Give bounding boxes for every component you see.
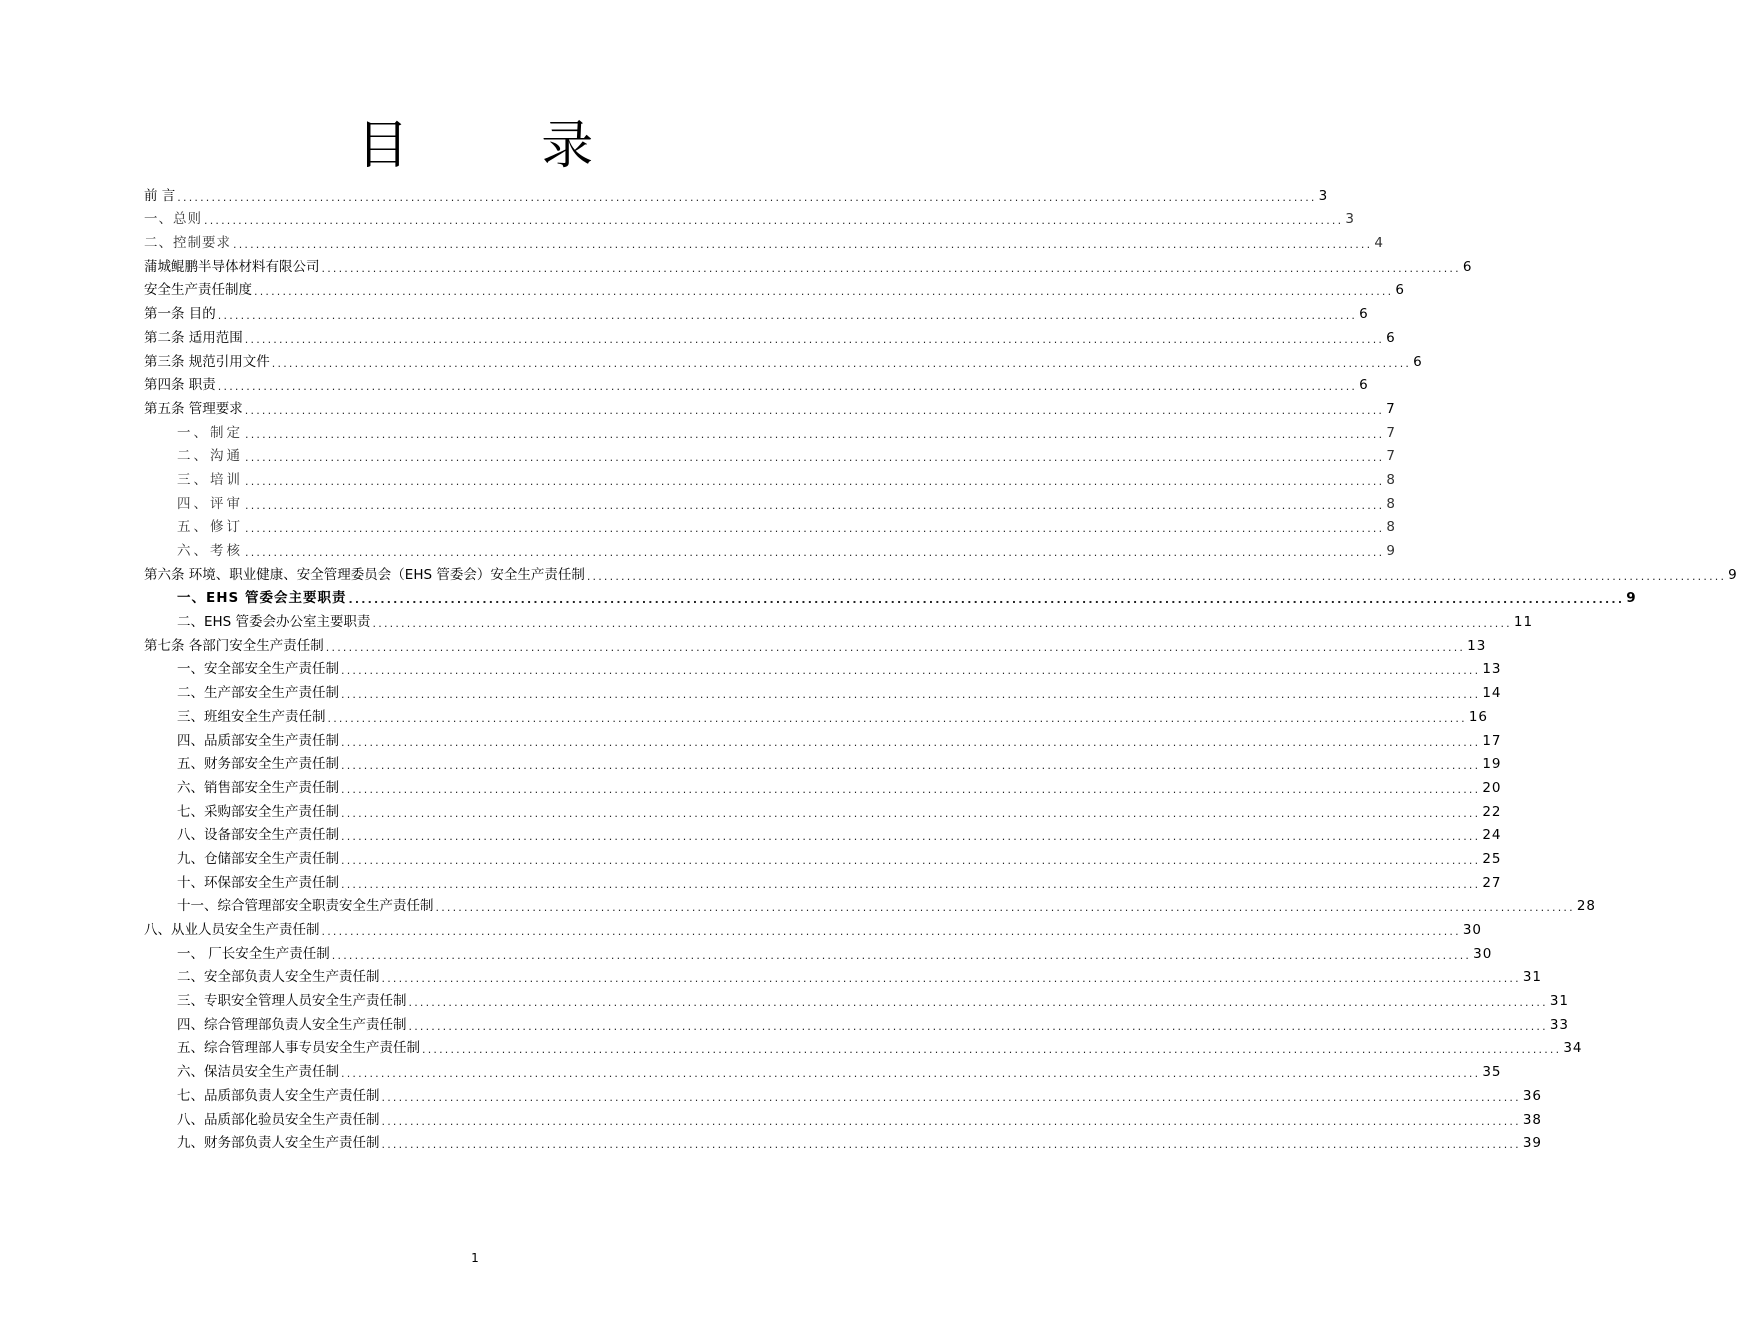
toc-leader-dots: ........................................................................................................................................................................................................	[381, 1138, 1521, 1152]
toc-entry-label: 十一、综合管理部安全职责安全生产责任制	[177, 898, 434, 915]
toc-entry-page: 8	[1386, 519, 1396, 536]
toc-entry-page: 6	[1395, 282, 1405, 299]
toc-leader-dots: ........................................................................................................................................................................................................	[381, 972, 1521, 986]
page-title: 目 录	[356, 116, 652, 176]
toc-entry[interactable]	[144, 963, 1543, 987]
toc-leader-dots: ........................................................................................................................................................................................................	[254, 285, 1394, 299]
toc-entry-label: 四、品质部安全生产责任制	[177, 732, 339, 749]
toc-entry[interactable]	[144, 915, 1483, 939]
toc-leader-dots: ........................................................................................................................................................................................................	[233, 238, 1373, 252]
toc-leader-dots: ........................................................................................................................................................................................................	[341, 806, 1481, 820]
toc-entry-label: 六、保洁员安全生产责任制	[177, 1064, 339, 1081]
toc-leader-dots: ........................................................................................................................................................................................................	[341, 735, 1481, 749]
toc-entry[interactable]	[144, 1057, 1502, 1081]
toc-leader-dots: ........................................................................................................................................................................................................	[245, 474, 1385, 488]
toc-entry-page: 6	[1359, 377, 1369, 394]
toc-leader-dots: ........................................................................................................................................................................................................	[341, 1067, 1481, 1081]
toc-entry-page: 31	[1549, 993, 1570, 1010]
page-number: 1	[471, 1251, 479, 1265]
toc-entry[interactable]	[144, 844, 1502, 868]
toc-leader-dots: ........................................................................................................................................................................................................	[245, 427, 1385, 441]
toc-entry[interactable]	[144, 702, 1489, 726]
toc-entry-page: 14	[1482, 685, 1502, 702]
toc-entry-label: 一、EHS 管委会主要职责	[177, 590, 347, 607]
toc-entry-label: 第一条 目的	[144, 306, 216, 323]
toc-leader-dots: ........................................................................................................................................................................................................	[244, 332, 1385, 346]
toc-entry-page: 3	[1345, 211, 1355, 228]
toc-leader-dots: ........................................................................................................................................................................................................	[327, 711, 1467, 725]
toc-entry[interactable]	[144, 726, 1502, 750]
toc-entry-label: 八、品质部化验员安全生产责任制	[177, 1111, 380, 1128]
toc-leader-dots: ........................................................................................................................................................................................................	[244, 403, 1385, 417]
toc-entry-page: 34	[1563, 1040, 1583, 1057]
toc-entry-page: 31	[1522, 969, 1543, 986]
toc-entry-label: 八、从业人员安全生产责任制	[144, 922, 320, 938]
toc-leader-dots: ........................................................................................................................................................................................................	[217, 380, 1358, 394]
toc-entry-page: 7	[1386, 400, 1396, 417]
toc-entry[interactable]	[144, 1034, 1583, 1058]
toc-entry-label: 一、安全部安全生产责任制	[177, 661, 339, 678]
toc-entry-label: 一、 厂长安全生产责任制	[177, 945, 330, 962]
toc-leader-dots: ........................................................................................................................................................................................................	[341, 688, 1481, 702]
toc-entry[interactable]	[144, 939, 1493, 963]
toc-entry[interactable]	[144, 773, 1502, 797]
toc-entry-label: 三、专职安全管理人员安全生产责任制	[177, 993, 407, 1010]
toc-entry-label: 十、环保部安全生产责任制	[177, 874, 339, 891]
toc-leader-dots: ........................................................................................................................................................................................................	[245, 498, 1385, 512]
toc-entry-label: 四、评审	[177, 495, 243, 512]
toc-entry-label: 第四条 职责	[144, 377, 216, 394]
toc-entry[interactable]	[144, 892, 1597, 916]
toc-leader-dots: ........................................................................................................................................................................................................	[381, 1090, 1521, 1104]
toc-entry[interactable]	[144, 465, 1396, 489]
toc-entry[interactable]	[144, 678, 1502, 702]
toc-entry-page: 8	[1386, 471, 1396, 488]
toc-entry-label: 前 言	[144, 187, 176, 204]
toc-entry-label: 七、品质部负责人安全生产责任制	[177, 1087, 380, 1104]
toc-entry[interactable]	[144, 1081, 1543, 1105]
toc-entry-page: 9	[1728, 566, 1738, 583]
toc-leader-dots: ........................................................................................................................................................................................................	[341, 830, 1481, 844]
toc-entry-label: 七、采购部安全生产责任制	[177, 803, 339, 820]
toc-entry-label: 六、销售部安全生产责任制	[177, 779, 339, 796]
toc-leader-dots: ........................................................................................................................................................................................................	[321, 925, 1461, 938]
toc-entry[interactable]	[144, 1010, 1570, 1034]
toc-entry-page: 7	[1386, 424, 1396, 441]
toc-entry-label: 二、EHS 管委会办公室主要职责	[177, 614, 371, 631]
toc-entry-page: 20	[1482, 779, 1502, 796]
toc-entry-label: 第三条 规范引用文件	[144, 353, 270, 370]
toc-entry[interactable]	[144, 1105, 1543, 1129]
toc-entry[interactable]	[144, 797, 1502, 821]
toc-entry-label: 八、设备部安全生产责任制	[177, 827, 339, 844]
toc-entry-label: 二、沟通	[177, 448, 243, 465]
toc-entry[interactable]	[144, 228, 1384, 252]
toc-entry-page: 3	[1318, 187, 1329, 204]
toc-entry-page: 28	[1576, 898, 1597, 915]
toc-leader-dots: ........................................................................................................................................................................................................	[435, 901, 1575, 915]
toc-leader-dots: ........................................................................................................................................................................................................	[341, 877, 1481, 891]
toc-entry-label: 五、综合管理部人事专员安全生产责任制	[177, 1040, 420, 1057]
toc-entry-page: 7	[1386, 448, 1396, 465]
toc-entry-label: 九、财务部负责人安全生产责任制	[177, 1135, 380, 1152]
toc-entry-label: 第二条 适用范围	[144, 329, 243, 346]
toc-entry-page: 19	[1482, 756, 1502, 773]
toc-entry-page: 36	[1522, 1087, 1543, 1104]
toc-leader-dots: ........................................................................................................................................................................................................	[245, 546, 1385, 559]
toc-entry-page: 27	[1482, 874, 1502, 891]
toc-leader-dots: ........................................................................................................................................................................................................	[321, 261, 1461, 275]
toc-entry[interactable]	[144, 986, 1570, 1010]
toc-leader-dots: ........................................................................................................................................................................................................	[177, 190, 1317, 204]
toc-entry-page: 13	[1482, 661, 1502, 678]
toc-entry-page: 16	[1468, 708, 1489, 725]
toc-entry-label: 安全生产责任制度	[144, 282, 252, 299]
table-of-contents	[144, 181, 1738, 1152]
toc-entry[interactable]	[144, 750, 1502, 774]
toc-entry-page: 39	[1522, 1135, 1543, 1152]
toc-entry-label: 第六条 环境、职业健康、安全管理委员会（EHS 管委会）安全生产责任制	[144, 566, 585, 583]
toc-entry-label: 二、生产部安全生产责任制	[177, 685, 339, 702]
toc-entry[interactable]	[144, 323, 1396, 347]
toc-entry[interactable]	[144, 371, 1369, 395]
toc-entry-page: 22	[1482, 803, 1502, 820]
toc-entry-label: 六、考核	[177, 543, 243, 559]
toc-entry-page: 13	[1467, 637, 1487, 654]
toc-entry-page: 33	[1549, 1016, 1570, 1033]
toc-leader-dots: ........................................................................................................................................................................................................	[422, 1043, 1562, 1057]
toc-entry[interactable]	[144, 442, 1396, 466]
toc-leader-dots: ........................................................................................................................................................................................................	[408, 996, 1548, 1010]
toc-entry-label: 第七条 各部门安全生产责任制	[144, 637, 324, 654]
toc-leader-dots: ........................................................................................................................................................................................................	[245, 522, 1385, 536]
toc-leader-dots: ........................................................................................................................................................................................................	[348, 593, 1625, 607]
toc-leader-dots: ........................................................................................................................................................................................................	[341, 853, 1481, 867]
toc-entry-page: 11	[1513, 614, 1534, 631]
toc-entry-label: 五、修订	[177, 519, 243, 536]
toc-entry[interactable]	[144, 205, 1355, 229]
toc-leader-dots: ........................................................................................................................................................................................................	[204, 214, 1344, 228]
toc-entry-page: 6	[1462, 258, 1473, 275]
toc-leader-dots: ........................................................................................................................................................................................................	[372, 617, 1512, 631]
toc-entry[interactable]	[144, 868, 1502, 892]
toc-leader-dots: ........................................................................................................................................................................................................	[325, 640, 1466, 654]
toc-entry-page: 30	[1473, 945, 1493, 962]
toc-entry-page: 25	[1482, 850, 1502, 867]
toc-entry-label: 四、综合管理部负责人安全生产责任制	[177, 1016, 407, 1033]
toc-entry-page: 30	[1462, 922, 1483, 938]
toc-entry[interactable]	[144, 394, 1396, 418]
toc-entry-page: 38	[1522, 1111, 1543, 1128]
toc-entry-label: 第五条 管理要求	[144, 400, 243, 417]
toc-entry-page: 6	[1413, 353, 1423, 370]
toc-entry[interactable]	[144, 821, 1502, 845]
toc-entry-label: 九、仓储部安全生产责任制	[177, 850, 339, 867]
toc-leader-dots: ........................................................................................................................................................................................................	[331, 948, 1472, 962]
toc-entry-page: 9	[1386, 543, 1396, 559]
toc-entry[interactable]	[144, 418, 1396, 442]
toc-leader-dots: ........................................................................................................................................................................................................	[341, 664, 1481, 678]
toc-entry-page: 24	[1482, 827, 1502, 844]
toc-leader-dots: ........................................................................................................................................................................................................	[381, 1114, 1521, 1128]
toc-leader-dots: ........................................................................................................................................................................................................	[217, 309, 1358, 323]
toc-entry[interactable]	[144, 347, 1423, 371]
toc-entry[interactable]	[144, 631, 1487, 655]
toc-entry[interactable]	[144, 181, 1329, 205]
toc-entry-label: 蒲城鲲鹏半导体材料有限公司	[144, 258, 320, 275]
toc-entry[interactable]	[144, 655, 1502, 679]
toc-entry-label: 二、安全部负责人安全生产责任制	[177, 969, 380, 986]
toc-entry[interactable]	[144, 560, 1738, 584]
toc-entry-label: 三、班组安全生产责任制	[177, 708, 326, 725]
toc-entry[interactable]	[144, 1129, 1543, 1153]
toc-entry[interactable]	[144, 513, 1396, 537]
toc-entry-label: 一、制定	[177, 424, 243, 441]
toc-leader-dots: ........................................................................................................................................................................................................	[341, 759, 1481, 773]
toc-entry-page: 8	[1386, 495, 1396, 512]
toc-entry-page: 6	[1359, 306, 1369, 323]
toc-leader-dots: ........................................................................................................................................................................................................	[245, 451, 1385, 465]
toc-entry[interactable]	[144, 607, 1534, 631]
toc-entry[interactable]	[144, 299, 1369, 323]
toc-entry-page: 4	[1374, 235, 1384, 252]
toc-entry-page: 35	[1482, 1064, 1502, 1081]
toc-leader-dots: ........................................................................................................................................................................................................	[341, 782, 1481, 796]
toc-entry[interactable]	[144, 489, 1396, 513]
toc-leader-dots: ........................................................................................................................................................................................................	[271, 356, 1412, 370]
toc-entry-page: 6	[1386, 329, 1396, 346]
toc-leader-dots: ........................................................................................................................................................................................................	[586, 569, 1727, 583]
toc-entry-page: 17	[1482, 732, 1502, 749]
toc-entry[interactable]	[144, 252, 1473, 276]
toc-entry[interactable]	[144, 584, 1637, 608]
toc-entry-label: 三、培训	[177, 471, 243, 488]
toc-entry-label: 一、总则	[144, 211, 202, 228]
toc-entry-label: 二、控制要求	[144, 235, 231, 252]
toc-entry[interactable]	[144, 536, 1396, 560]
toc-leader-dots: ........................................................................................................................................................................................................	[408, 1019, 1548, 1033]
toc-entry-page: 9	[1626, 590, 1637, 607]
toc-entry-label: 五、财务部安全生产责任制	[177, 756, 339, 773]
toc-entry[interactable]	[144, 276, 1405, 300]
